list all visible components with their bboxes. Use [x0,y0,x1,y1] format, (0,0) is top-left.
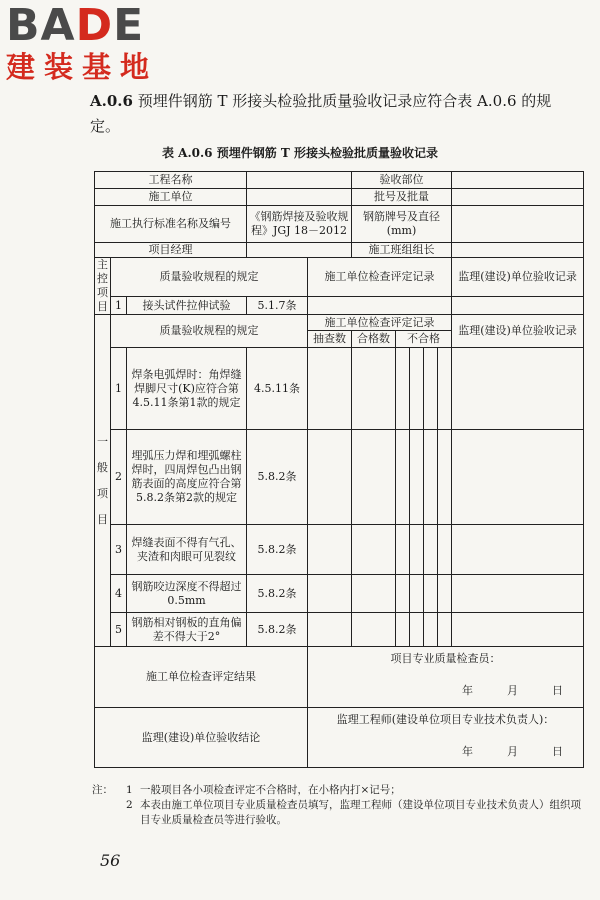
supervision-cell[interactable] [452,525,584,575]
table-caption: 表 A.0.6 预埋件钢筋 T 形接头检验批质量验收记录 [161,146,438,160]
main-control-supervision-header: 监理(建设)单位验收记录 [452,258,584,297]
pass-cell[interactable] [352,348,396,430]
general-item-clause: 5.8.2条 [247,525,308,575]
fail-box[interactable] [410,430,424,525]
fail-box[interactable] [438,613,452,647]
main-control-eval-header: 施工单位检查评定记录 [308,258,452,297]
general-item-clause: 4.5.11条 [247,348,308,430]
table-notes: 注： 1 一般项目各小项检查评定不合格时，在小格内打×记号； 2 本表由施工单位项目专业质量检查员填写，监理工程师（建设单位项目专业技术负责人）组织项目专业质量检查员等进行验收。 [92,783,587,828]
intro-text: 预埋件钢筋 T 形接头检验批质量验收记录应符合表 A.0.6 的规定。 [90,92,552,135]
construction-signer-label: 项目专业质量检查员： [390,652,501,665]
sample-cell[interactable] [308,348,352,430]
intro-paragraph [90,89,580,139]
supervision-cell[interactable] [452,613,584,647]
fail-box[interactable] [410,575,424,613]
main-control-item-text: 接头试件拉伸试验 [127,297,247,315]
fail-box[interactable] [424,575,438,613]
col-fail: 不合格 [396,331,452,348]
supervision-cell[interactable] [452,348,584,430]
value-project-name[interactable] [247,172,352,189]
sample-cell[interactable] [308,575,352,613]
value-standard: 《钢筋焊接及验收规程》JGJ 18－2012 [247,206,352,243]
fail-box[interactable] [410,348,424,430]
value-construction-unit[interactable] [247,189,352,206]
fail-box[interactable] [438,348,452,430]
main-control-eval-cell[interactable] [308,297,452,315]
logo-tagline: 建装基地 [6,50,159,84]
fail-box[interactable] [396,525,410,575]
general-item-text: 钢筋相对钢板的直角偏差不得大于2° [127,613,247,647]
clause-code: A.0.6 [90,92,133,110]
note-text: 本表由施工单位项目专业质量检查员填写，监理工程师（建设单位项目专业技术负责人）组织项目专业质量检查员等进行验收。 [140,799,581,826]
label-rebar-grade: 钢筋牌号及直径(mm) [352,206,452,243]
label-team-leader: 施工班组组长 [352,243,452,258]
pass-cell[interactable] [352,613,396,647]
supervision-conclusion-label: 监理(建设)单位验收结论 [95,708,308,768]
sample-cell[interactable] [308,430,352,525]
fail-box[interactable] [424,613,438,647]
fail-box[interactable] [438,525,452,575]
general-item-no: 3 [111,525,127,575]
label-project-name: 工程名称 [95,172,247,189]
supervision-date: 年 月 日 [462,745,564,758]
page-number: 56 [100,851,121,870]
label-standard: 施工执行标准名称及编号 [95,206,247,243]
fail-box[interactable] [424,430,438,525]
supervision-cell[interactable] [452,430,584,525]
fail-box[interactable] [424,525,438,575]
supervision-conclusion-cell[interactable] [308,708,584,768]
supervision-cell[interactable] [452,575,584,613]
fail-box[interactable] [424,348,438,430]
fail-box[interactable] [396,613,410,647]
fail-box[interactable] [396,430,410,525]
general-supervision-header: 监理(建设)单位验收记录 [452,315,584,348]
logo-wordmark: BADE [6,0,145,51]
value-rebar-grade[interactable] [452,206,584,243]
general-item-no: 5 [111,613,127,647]
fail-box[interactable] [438,430,452,525]
general-side-label: 一 般 项 目 [95,315,111,647]
fail-box[interactable] [438,575,452,613]
general-item-text: 钢筋咬边深度不得超过0.5mm [127,575,247,613]
pass-cell[interactable] [352,575,396,613]
general-item-no: 1 [111,348,127,430]
main-control-side-label: 主 控 项 目 [95,258,111,315]
general-item-no: 2 [111,430,127,525]
sample-cell[interactable] [308,525,352,575]
label-inspection-part: 验收部位 [352,172,452,189]
general-item-no: 4 [111,575,127,613]
pass-cell[interactable] [352,525,396,575]
col-sample-count: 抽查数 [308,331,352,348]
main-control-supervision-cell[interactable] [452,297,584,315]
acceptance-record-table [94,171,584,768]
value-project-manager[interactable] [247,243,352,258]
general-item-clause: 5.8.2条 [247,575,308,613]
pass-cell[interactable] [352,430,396,525]
label-project-manager: 项目经理 [95,243,247,258]
value-batch-no[interactable] [452,189,584,206]
notes-label: 注： [92,784,113,796]
construction-result-cell[interactable] [308,647,584,708]
label-batch-no: 批号及批量 [352,189,452,206]
col-pass-count: 合格数 [352,331,396,348]
general-item-clause: 5.8.2条 [247,613,308,647]
main-control-item-no: 1 [111,297,127,315]
general-item-text: 埋弧压力焊和埋弧螺柱焊时，四周焊包凸出钢筋表面的高度应符合第5.8.2条第2款的规定 [127,430,247,525]
main-control-clause: 5.1.7条 [247,297,308,315]
general-item-clause: 5.8.2条 [247,430,308,525]
general-item-text: 焊条电弧焊时：角焊缝焊脚尺寸(K)应符合第4.5.11条第1款的规定 [127,348,247,430]
general-spec-header: 质量验收规程的规定 [111,315,308,348]
brand-logo [6,0,206,84]
value-team-leader[interactable] [452,243,584,258]
fail-box[interactable] [396,348,410,430]
fail-box[interactable] [396,575,410,613]
fail-box[interactable] [410,525,424,575]
fail-box[interactable] [410,613,424,647]
label-construction-unit: 施工单位 [95,189,247,206]
sample-cell[interactable] [308,613,352,647]
construction-date: 年 月 日 [462,684,564,697]
general-eval-header: 施工单位检查评定记录 [308,315,452,331]
construction-result-label: 施工单位检查评定结果 [95,647,308,708]
note-text: 一般项目各小项检查评定不合格时，在小格内打×记号； [140,784,401,796]
value-inspection-part[interactable] [452,172,584,189]
supervision-signer-label: 监理工程师(建设单位项目专业技术负责人)： [336,713,555,726]
main-control-spec-header: 质量验收规程的规定 [111,258,308,297]
general-item-text: 焊缝表面不得有气孔、夹渣和肉眼可见裂纹 [127,525,247,575]
